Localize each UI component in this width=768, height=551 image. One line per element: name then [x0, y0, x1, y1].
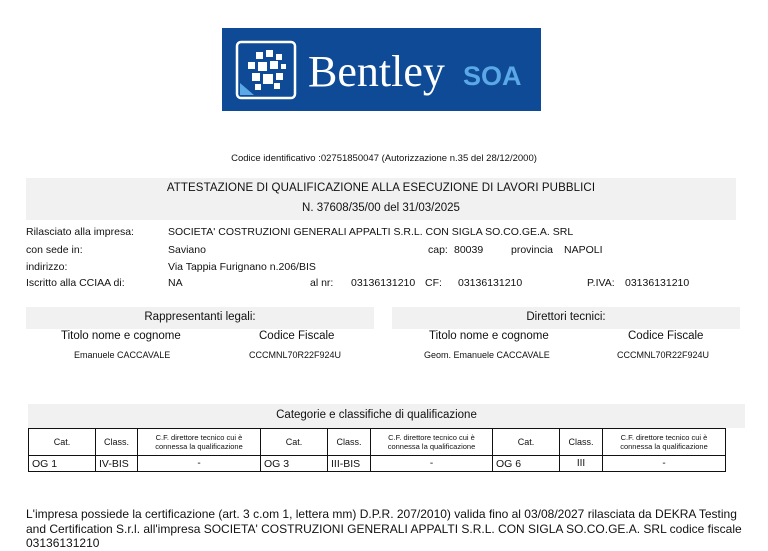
identification-code: Codice identificativo :02751850047 (Autorizzazione n.35 del 28/12/2000) — [231, 153, 537, 164]
issued-value: SOCIETA' COSTRUZIONI GENERALI APPALTI S.R.L. CON SIGLA SO.CO.GE.A. SRL — [168, 226, 574, 238]
legal-reps-col-cf: Codice Fiscale — [259, 330, 335, 342]
piva-label: P.IVA: — [587, 277, 615, 289]
category-class: IV-BIS — [96, 456, 138, 472]
cf-label: CF: — [425, 277, 442, 289]
header-cf: C.F. direttore tecnico cui è connessa la qualificazione — [603, 429, 726, 456]
legal-reps-col-name: Titolo nome e cognome — [61, 330, 181, 342]
address-label: indirizzo: — [26, 261, 68, 273]
category-cat: OG 1 — [29, 456, 96, 472]
categories-data-row — [29, 456, 726, 472]
categories-header-row — [29, 429, 726, 456]
legal-rep-name: Emanuele CACCAVALE — [74, 350, 171, 360]
tech-director-cf: CCCMNL70R22F924U — [617, 350, 710, 360]
seat-value: Saviano — [168, 244, 206, 256]
province-value: NAPOLI — [564, 244, 603, 256]
header-class: Class. — [96, 429, 138, 456]
tech-directors-col-cf: Codice Fiscale — [628, 330, 704, 342]
categories-table — [28, 428, 726, 472]
tech-directors-title: Direttori tecnici: — [526, 311, 606, 323]
nr-label: al nr: — [310, 277, 334, 289]
bentley-soa-logo — [222, 28, 541, 111]
address-value: Via Tappia Furignano n.206/BIS — [168, 261, 316, 273]
tech-director-name: Geom. Emanuele CACCAVALE — [424, 350, 550, 360]
category-cat: OG 6 — [493, 456, 560, 472]
seat-label: con sede in: — [26, 244, 83, 256]
certification-note: L'impresa possiede la certificazione (art. 3 c.om 1, lettera mm) D.P.R. 207/2010) valida fino al 03/08/2027 rilasciata da DEKRA Testing and Certification S.r.l. all'impresa SOCIETA' COSTRUZIONI GENERALI APPALTI S.R.L. CON SIGLA SO.CO.GE.A. SRL codice fiscale 03136131210 — [26, 507, 742, 550]
logo-graphic — [222, 28, 541, 111]
category-cf: - — [138, 456, 261, 472]
legal-reps-title: Rappresentanti legali: — [144, 311, 256, 323]
header-cat: Cat. — [493, 429, 560, 456]
header-class: Class. — [328, 429, 371, 456]
cciaa-value: NA — [168, 277, 183, 289]
cciaa-label: Iscritto alla CCIAA di: — [26, 277, 125, 289]
certificate-number: N. 37608/35/00 del 31/03/2025 — [302, 202, 460, 214]
category-cf: - — [371, 456, 493, 472]
cap-value: 80039 — [454, 244, 484, 256]
header-cf: C.F. direttore tecnico cui è connessa la qualificazione — [371, 429, 493, 456]
logo-suffix: SOA — [463, 61, 522, 91]
categories-title: Categorie e classifiche di qualificazione — [276, 409, 477, 421]
category-cat: OG 3 — [261, 456, 328, 472]
tech-directors-col-name: Titolo nome e cognome — [429, 330, 549, 342]
category-cf: - — [603, 456, 726, 472]
category-class: III-BIS — [328, 456, 371, 472]
header-cat: Cat. — [29, 429, 96, 456]
issued-label: Rilasciato alla impresa: — [26, 226, 134, 238]
legal-rep-cf: CCCMNL70R22F924U — [249, 350, 342, 360]
piva-value: 03136131210 — [625, 277, 690, 289]
cf-value: 03136131210 — [458, 277, 523, 289]
logo-word: Bentley — [308, 47, 445, 96]
province-label: provincia — [511, 244, 554, 256]
category-class: III — [560, 456, 603, 472]
cap-label: cap: — [428, 244, 448, 256]
header-cat: Cat. — [261, 429, 328, 456]
nr-value: 03136131210 — [351, 277, 416, 289]
header-cf: C.F. direttore tecnico cui è connessa la qualificazione — [138, 429, 261, 456]
certificate-title: ATTESTAZIONE DI QUALIFICAZIONE ALLA ESECUZIONE DI LAVORI PUBBLICI — [166, 182, 596, 194]
header-class: Class. — [560, 429, 603, 456]
